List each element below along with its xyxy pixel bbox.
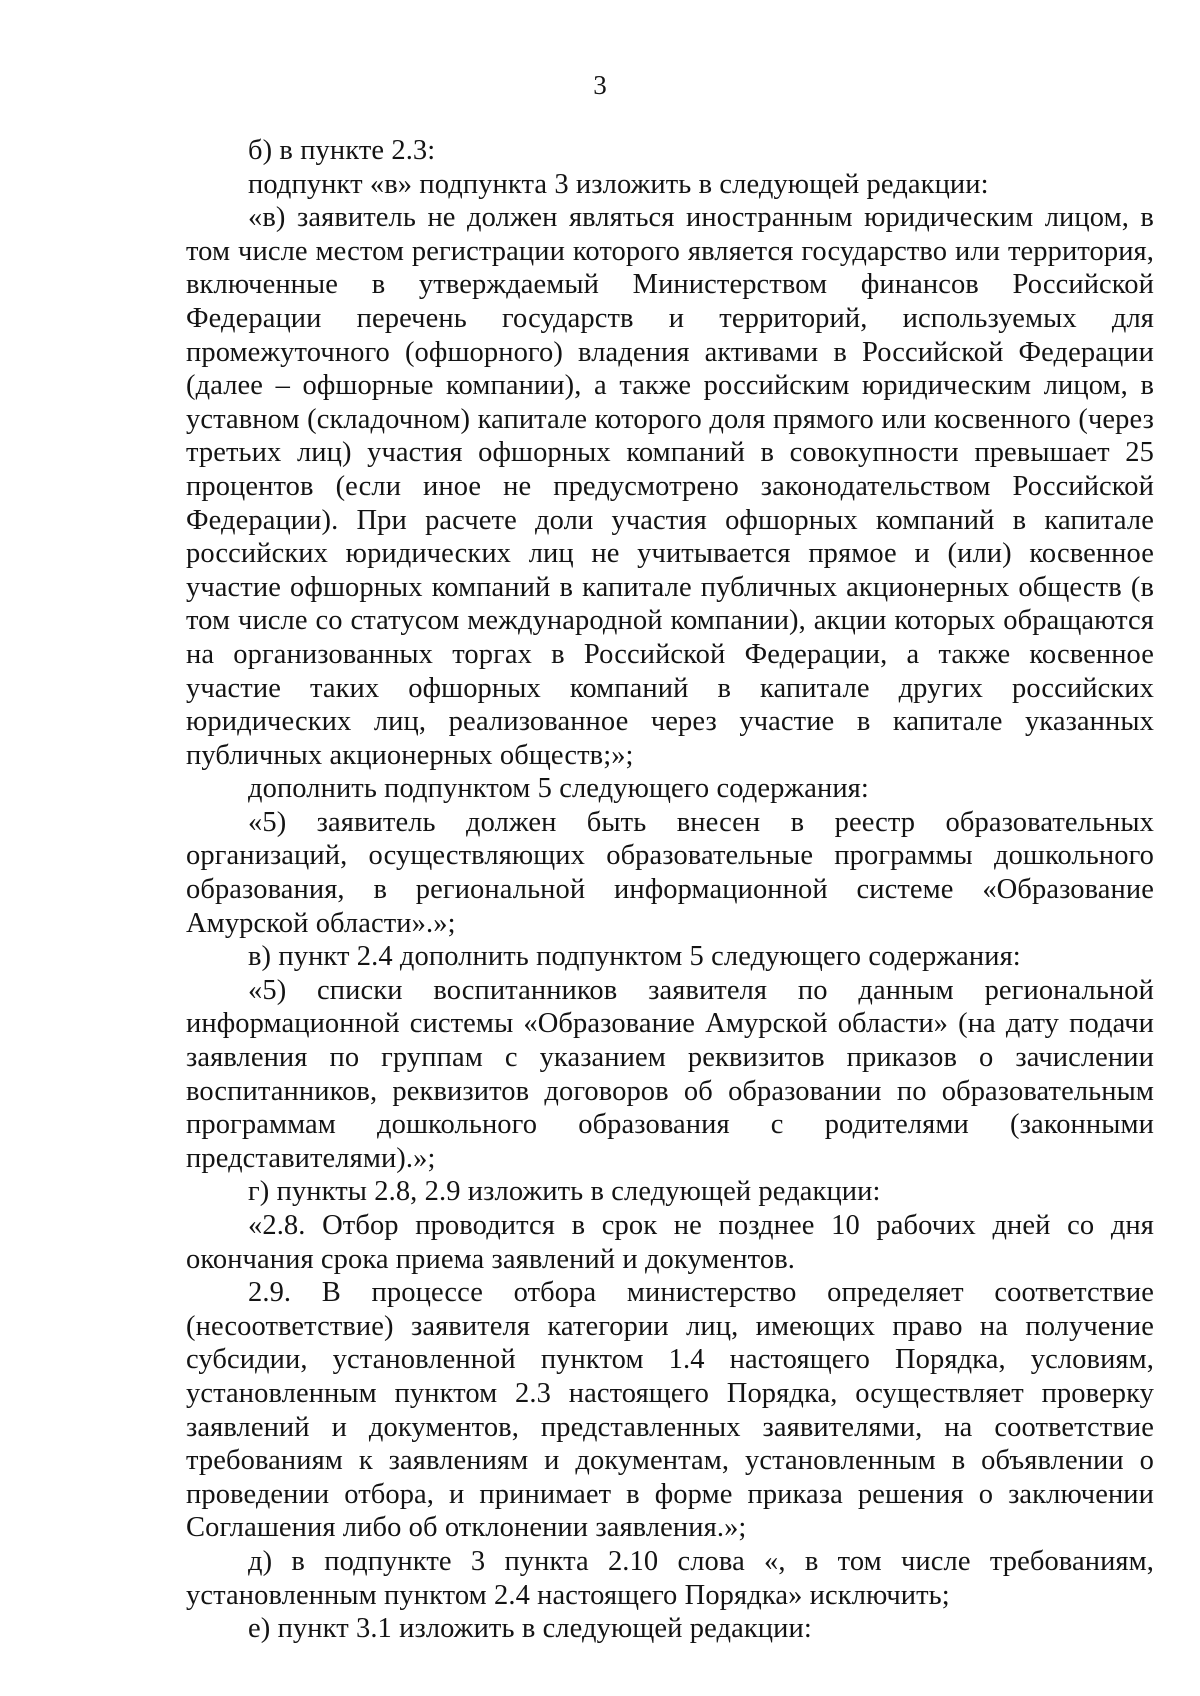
document-body (186, 134, 1154, 1646)
paragraph-subsection-g: г) пункты 2.8, 2.9 изложить в следующей редакции: (248, 1176, 881, 1208)
paragraph-subitem-v-text: «в) заявитель не должен являться иностранным юридическим лицом, в том числе местом регистрации которого является государство или территория, включенные в утверждаемый Министерством финансов Российской Федерации перечень государств и территорий, используемых для промежуточного (офшорного) владения активами в Российской Федерации (далее – офшорные компании), а также российским юридическим лицом, в уставном (складочном) капитале которого доля прямого или косвенного (через третьих лиц) участия офшорных компаний в совокупности превышает 25 процентов (если иное не предусмотрено законодательством Российской Федерации). При расчете доли участия офшорных компаний в капитале российских юридических лиц не учитывается прямое и (или) косвенное участие офшорных компаний в капитале публичных акционерных обществ (в том числе со статусом международной компании), акции которых обращаются на организованных торгах в Российской Федерации, а также косвенное участие таких офшорных компаний в капитале других российских юридических лиц, реализованное через участие в капитале указанных публичных акционерных обществ;»; (186, 202, 1154, 771)
paragraph-subsection-v: в) пункт 2.4 дополнить подпунктом 5 следующего содержания: (248, 941, 1021, 973)
page-number: 3 (593, 70, 607, 100)
paragraph-subitem-5-text: «5) заявитель должен быть внесен в реестр образовательных организаций, осуществляющих образовательные программы дошкольного образования, в региональной информационной системе «Образование Амурской области».»; (186, 806, 1154, 939)
paragraph-item-2-9: 2.9. В процессе отбора министерство определяет соответствие (несоответствие) заявителя категории лиц, имеющих право на получение субсидии, установленной пунктом 1.4 настоящего Порядка, условиям, установленным пунктом 2.3 настоящего Порядка, осуществляет проверку заявлений и документов, представленных заявителями, на соответствие требованиям к заявлениям и документам, установленным в объявлении о проведении отбора, и принимает в форме приказа решения о заключении Соглашения либо об отклонении заявления.»; (186, 1277, 1154, 1544)
paragraph-subsection-d: д) в подпункте 3 пункта 2.10 слова «, в том числе требованиям, установленным пунктом 2.4 настоящего Порядка» исключить; (186, 1545, 1154, 1611)
paragraph-subsection-e: е) пункт 3.1 изложить в следующей редакции: (248, 1613, 812, 1645)
paragraph-item-2-8: «2.8. Отбор проводится в срок не позднее 10 рабочих дней со дня окончания срока приема заявлений и документов. (186, 1210, 1154, 1275)
paragraph-subitem-v-intro: подпункт «в» подпункта 3 изложить в следующей редакции: (248, 168, 989, 200)
paragraph-lists-of-pupils: «5) списки воспитанников заявителя по данным региональной информационной системы «Образование Амурской области» (на дату подачи заявления по группам с указанием реквизитов приказов о зачислении воспитанников, реквизитов договоров об образовании по образовательным программам дошкольного образования с родителями (законными представителями).»; (186, 974, 1154, 1174)
paragraph-subsection-b: б) в пункте 2.3: (248, 135, 436, 166)
paragraph-add-subitem-5-intro: дополнить подпунктом 5 следующего содержания: (248, 773, 869, 805)
